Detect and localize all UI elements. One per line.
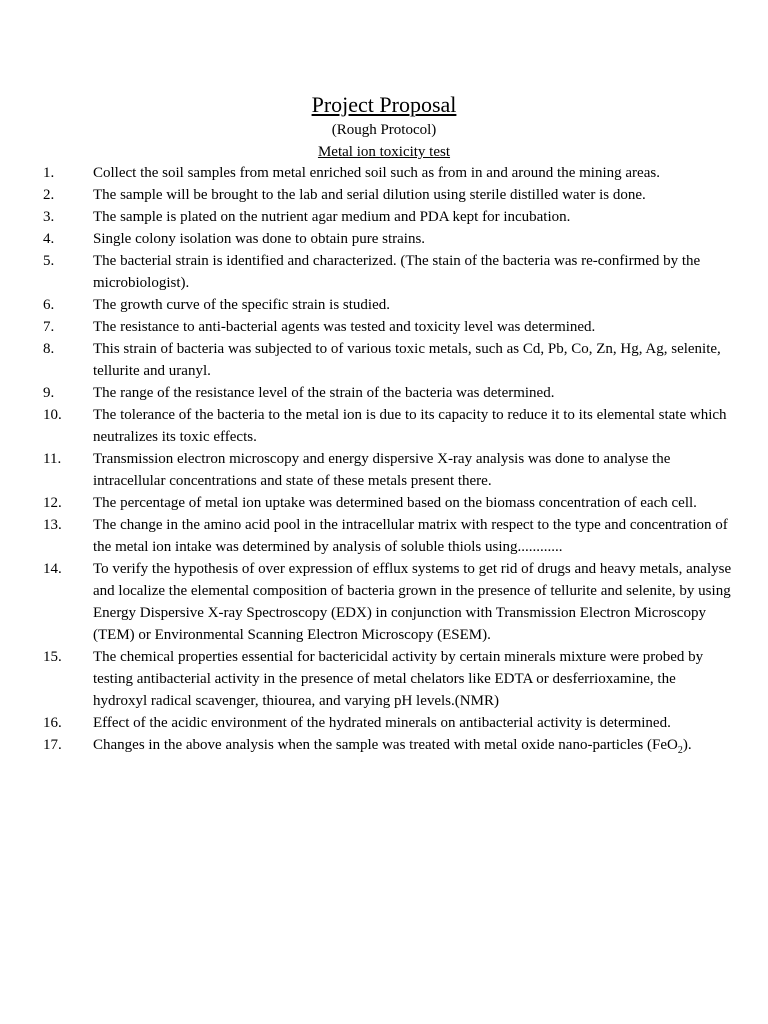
protocol-steps-list [43, 162, 733, 756]
step-text: Collect the soil samples from metal enriched soil such as from in and around the mining areas. [93, 165, 660, 181]
section-heading: Metal ion toxicity test [317, 144, 451, 160]
step-number: 3. [43, 209, 55, 225]
step-number: 12. [43, 495, 62, 511]
step-text: This strain of bacteria was subjected to of various toxic metals, such as Cd, Pb, Co, Zn, Hg, Ag, selenite, tellurite and uranyl. [93, 341, 721, 379]
step-text: The growth curve of the specific strain is studied. [93, 297, 390, 313]
step-number: 13. [43, 517, 62, 533]
step-text-tail: ). [682, 737, 692, 753]
list-item [43, 294, 733, 316]
step-text: The bacterial strain is identified and characterized. (The stain of the bacteria was re-confirmed by the microbiologist). [93, 253, 701, 291]
step-text: To verify the hypothesis of over expression of efflux systems to get rid of drugs and heavy metals, analyse and localize the elemental composition of bacteria grown in the presence of tellurite and selenite, by using Energy Dispersive X-ray Spectroscopy (EDX) in conjunction with Transmission Electron Microscopy (TEM) or Environmental Scanning Electron Microscopy (ESEM). [93, 561, 732, 643]
list-item [43, 712, 733, 734]
step-number: 16. [43, 715, 62, 731]
list-item [43, 316, 733, 338]
list-item [43, 734, 733, 756]
step-text: The range of the resistance level of the strain of the bacteria was determined. [93, 385, 555, 401]
list-item [43, 382, 733, 404]
step-number: 2. [43, 187, 55, 203]
step-number: 17. [43, 737, 62, 753]
step-number: 1. [43, 165, 55, 181]
step-text: The resistance to anti-bacterial agents was tested and toxicity level was determined. [93, 319, 596, 335]
list-item [43, 448, 733, 492]
step-number: 6. [43, 297, 55, 313]
step-text: The percentage of metal ion uptake was determined based on the biomass concentration of each cell. [93, 495, 697, 511]
document-title: Project Proposal [311, 92, 457, 117]
step-text: The sample will be brought to the lab and serial dilution using sterile distilled water is done. [93, 187, 646, 203]
step-text: Effect of the acidic environment of the hydrated minerals on antibacterial activity is determined. [93, 715, 671, 731]
step-text: The tolerance of the bacteria to the metal ion is due to its capacity to reduce it to its elemental state which neutralizes its toxic effects. [93, 407, 727, 445]
step-number: 8. [43, 341, 55, 357]
list-item [43, 404, 733, 448]
step-text: The chemical properties essential for bactericidal activity by certain minerals mixture were probed by testing antibacterial activity in the presence of metal chelators like EDTA or desferrioxamine, the hydroxyl radical scavenger, thiourea, and varying pH levels.(NMR) [93, 649, 704, 709]
step-number: 4. [43, 231, 55, 247]
list-item [43, 492, 733, 514]
step-number: 5. [43, 253, 55, 269]
list-item [43, 162, 733, 184]
list-item [43, 514, 733, 558]
step-number: 15. [43, 649, 62, 665]
list-item [43, 646, 733, 712]
list-item [43, 338, 733, 382]
step-number: 10. [43, 407, 62, 423]
step-text: Transmission electron microscopy and energy dispersive X-ray analysis was done to analyse the intracellular concentrations and state of these metals present there. [93, 451, 671, 489]
subscript: 2 [677, 745, 683, 756]
step-text: Single colony isolation was done to obtain pure strains. [93, 231, 426, 247]
list-item [43, 250, 733, 294]
step-number: 14. [43, 561, 62, 577]
document-subtitle: (Rough Protocol) [331, 122, 437, 138]
step-number: 7. [43, 319, 55, 335]
step-text: The sample is plated on the nutrient agar medium and PDA kept for incubation. [93, 209, 571, 225]
step-text: The change in the amino acid pool in the intracellular matrix with respect to the type and concentration of the metal ion intake was determined by analysis of soluble thiols using............ [93, 517, 728, 555]
step-number: 11. [43, 451, 62, 467]
list-item [43, 184, 733, 206]
list-item [43, 228, 733, 250]
list-item [43, 206, 733, 228]
step-number: 9. [43, 385, 55, 401]
step-text: Changes in the above analysis when the sample was treated with metal oxide nano-particles (FeO [93, 737, 678, 753]
list-item [43, 558, 733, 646]
